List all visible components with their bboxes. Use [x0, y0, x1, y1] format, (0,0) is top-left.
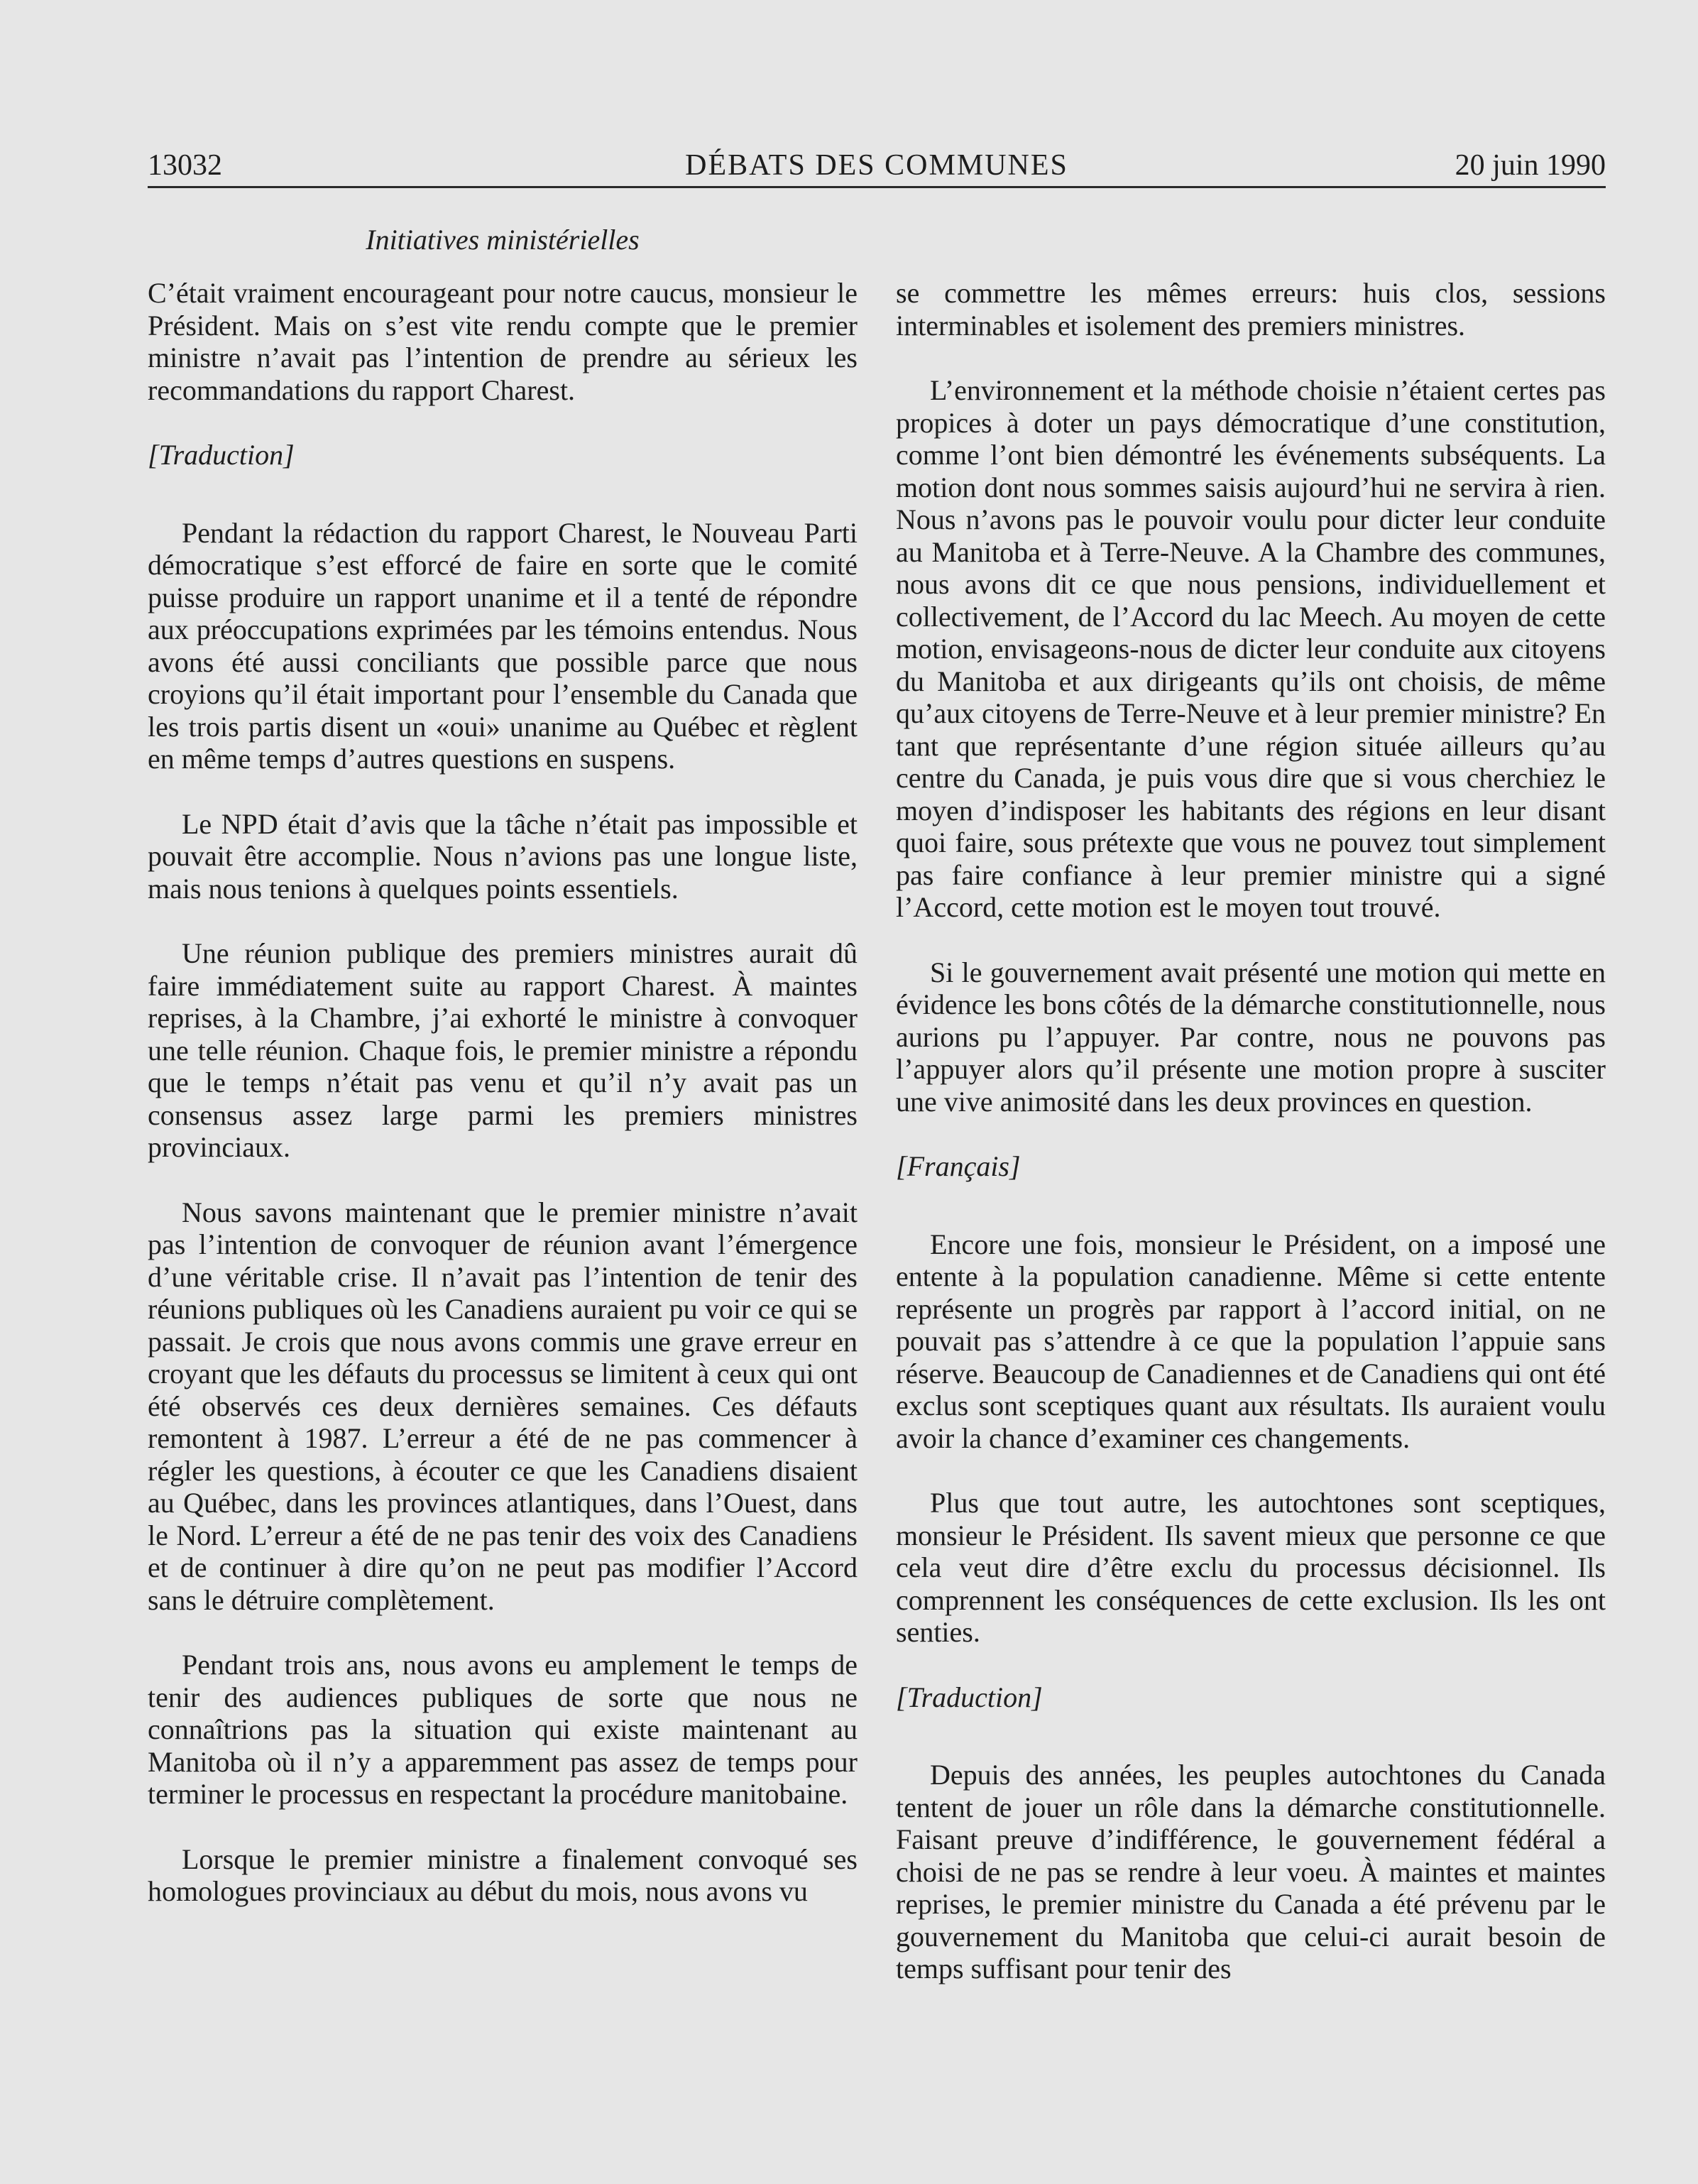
paragraph: L’environnement et la méthode choisie n’étaient certes pas propices à doter un pays démocratique d’une constitution, comme l’ont bien démontré les événements subséquents. La motion dont nous sommes saisis aujourd’hui ne servira à rien. Nous n’avons pas le pouvoir voulu pour dicter leur conduite au Manitoba et à Terre-Neuve. A la Chambre des communes, nous avons dit ce que nous pensions, individuellement et collectivement, de l’Accord du lac Meech. Au moyen de cette motion, envisageons-nous de dicter leur conduite aux citoyens du Manitoba et aux dirigeants qu’ils ont choisis, de même qu’aux citoyens de Terre-Neuve et à leur premier ministre? En tant que représentante d’une région située ailleurs qu’au centre du Canada, je puis vous dire que si vous cherchiez le moyen d’indisposer les habitants des régions en leur disant quoi faire, sous prétexte que vous ne pouvez tout simplement pas faire confiance à leur premier ministre qui a signé l’Accord, cette motion est le moyen tout trouvé. — [896, 374, 1606, 923]
paragraph: Depuis des années, les peuples autochtones du Canada tentent de jouer un rôle dans la démarche constitutionnelle. Faisant preuve d’indifférence, le gouvernement fédéral a choisi de ne pas se rendre à leur voeu. À maintes et maintes reprises, le premier ministre du Canada a été prévenu par le gouvernement du Manitoba que celui-ci aurait besoin de temps suffisant pour tenir des — [896, 1759, 1606, 1984]
language-label: [Traduction] — [148, 439, 295, 471]
paragraph: Pendant la rédaction du rapport Charest, le Nouveau Parti démocratique s’est efforcé de faire en sorte que le comité puisse produire un rapport unanime et il a tenté de répondre aux préoccupations exprimées par les témoins entendus. Nous avons été aussi conciliants que possible parce que nous croyions qu’il était important pour l’ensemble du Canada que les trois partis disent un «oui» unanime au Québec et règlent en même temps d’autres questions en suspens. — [148, 516, 858, 775]
page-header — [148, 145, 1606, 188]
paragraph: Nous savons maintenant que le premier ministre n’avait pas l’intention de convoquer de réunion avant l’émergence d’une véritable crise. Il n’avait pas l’intention de tenir des réunions publiques où les Canadiens auraient pu voir ce qui se passait. Je crois que nous avons commis une grave erreur en croyant que les défauts du processus se limitent à ceux qui ont été observés ces deux dernières semaines. Ces défauts remontent à 1987. L’erreur a été de ne pas commencer à régler les questions, à écouter ce que les Canadiens disaient au Québec, dans les provinces atlantiques, dans l’Ouest, dans le Nord. L’erreur a été de ne pas tenir des voix des Canadiens et de continuer à dire qu’on ne peut pas modifier l’Accord sans le détruire complètement. — [148, 1196, 858, 1616]
section-title: Initiatives ministérielles — [366, 224, 640, 256]
header-date: 20 juin 1990 — [1455, 149, 1606, 182]
paragraph: Une réunion publique des premiers ministres aurait dû faire immédiatement suite au rapport Charest. À maintes reprises, à la Chambre, j’ai exhorté le ministre à convoquer une telle réunion. Chaque fois, le premier ministre a répondu que le temps n’était pas venu et qu’il n’y avait pas un consensus assez large parmi les premiers ministres provinciaux. — [148, 937, 858, 1163]
left-column — [148, 277, 858, 1940]
page-number: 13032 — [148, 149, 222, 182]
paragraph: Si le gouvernement avait présenté une motion qui mette en évidence les bons côtés de la démarche constitutionnelle, nous aurions pu l’appuyer. Par contre, nous ne pouvons pas l’appuyer alors qu’il présente une motion propre à susciter une vive animosité dans les deux provinces en question. — [896, 956, 1606, 1118]
paragraph: se commettre les mêmes erreurs: huis clos, sessions interminables et isolement des premiers ministres. — [896, 277, 1606, 342]
right-column — [896, 277, 1606, 2018]
language-label: [Traduction] — [896, 1681, 1043, 1713]
paragraph: C’était vraiment encourageant pour notre caucus, monsieur le Président. Mais on s’est vite rendu compte que le premier ministre n’avait pas l’intention de prendre au sérieux les recommandations du rapport Charest. — [148, 277, 858, 406]
paragraph: Encore une fois, monsieur le Président, on a imposé une entente à la population canadienne. Même si cette entente représente un progrès par rapport à l’accord initial, on ne pouvait pas s’attendre à ce que la population l’appuie sans réserve. Beaucoup de Canadiennes et de Canadiens qui ont été exclus sont sceptiques quant aux résultats. Ils auraient voulu avoir la chance d’examiner ces changements. — [896, 1228, 1606, 1454]
paragraph: Lorsque le premier ministre a finalement convoqué ses homologues provinciaux au début du mois, nous avons vu — [148, 1842, 858, 1907]
paragraph: Pendant trois ans, nous avons eu amplement le temps de tenir des audiences publiques de sorte que nous ne connaîtrions pas la situation qui existe maintenant au Manitoba où il n’y a apparemment pas assez de temps pour terminer le processus en respectant la procédure manitobaine. — [148, 1649, 858, 1810]
paragraph: Plus que tout autre, les autochtones sont sceptiques, monsieur le Président. Ils savent mieux que personne ce que cela veut dire d’être exclu du processus décisionnel. Ils comprennent les conséquences de cette exclusion. Ils les ont senties. — [896, 1487, 1606, 1648]
paragraph: Le NPD était d’avis que la tâche n’était pas impossible et pouvait être accomplie. Nous n’avions pas une longue liste, mais nous tenions à quelques points essentiels. — [148, 807, 858, 905]
language-label: [Français] — [896, 1150, 1021, 1182]
publication-title: DÉBATS DES COMMUNES — [685, 149, 1068, 182]
